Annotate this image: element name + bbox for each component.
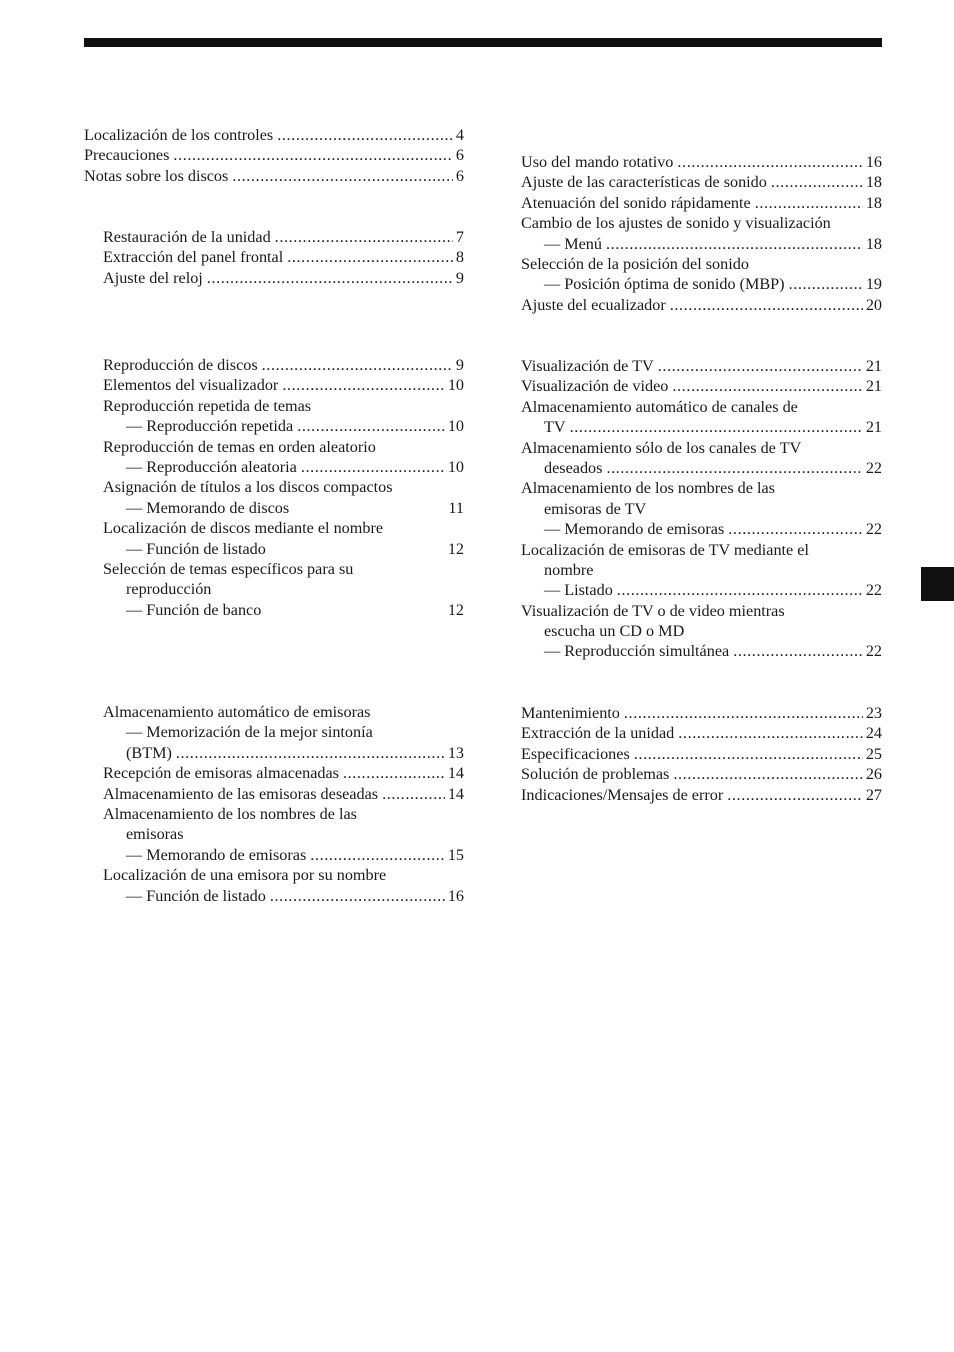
- toc-page-number: 15: [447, 845, 464, 864]
- toc-leader-dots: [670, 295, 863, 315]
- toc-entry-title: Especificaciones: [521, 744, 630, 763]
- toc-leader-dots: [658, 356, 863, 376]
- toc-entry-title: escucha un CD o MD: [544, 622, 685, 641]
- toc-entry-title: Almacenamiento automático de canales de: [521, 397, 798, 416]
- toc-page-number: 16: [865, 153, 882, 171]
- toc-leader-dots: [232, 166, 453, 186]
- toc-entry-title: Mantenimiento: [521, 704, 620, 722]
- toc-entry[interactable]: [103, 600, 464, 620]
- toc-entry[interactable]: [103, 498, 464, 518]
- toc-entry[interactable]: [521, 560, 882, 580]
- toc-leader-dots: [733, 641, 863, 661]
- toc-entry[interactable]: [103, 247, 464, 267]
- toc-leader-dots: [789, 274, 863, 294]
- toc-entry[interactable]: [521, 641, 882, 661]
- toc-entry[interactable]: [521, 274, 882, 294]
- toc-entry-title: Almacenamiento automático de emisoras: [103, 703, 371, 721]
- toc-leader-dots: [287, 247, 453, 267]
- toc-entry[interactable]: [521, 213, 882, 233]
- toc-entry-title: Cambio de los ajustes de sonido y visualización: [521, 214, 831, 233]
- toc-entry[interactable]: [521, 621, 882, 641]
- toc-leader-dots: [277, 125, 453, 145]
- toc-entry-title: — Memorando de emisoras: [126, 845, 307, 864]
- toc-entry-title: nombre: [544, 560, 594, 579]
- toc-entry-title: Almacenamiento de las emisoras deseadas: [103, 784, 379, 803]
- toc-entry[interactable]: [103, 227, 464, 247]
- toc-entry[interactable]: [103, 845, 464, 865]
- toc-entry[interactable]: [103, 865, 464, 885]
- toc-entry[interactable]: [521, 764, 882, 784]
- toc-leader-dots: [297, 416, 445, 436]
- toc-entry[interactable]: [521, 193, 882, 213]
- toc-entry[interactable]: [103, 559, 464, 579]
- toc-page-number: 13: [447, 743, 464, 762]
- toc-entry[interactable]: [103, 722, 464, 742]
- toc-page-number: 12: [447, 600, 464, 619]
- toc-entry-title: Localización de discos mediante el nombre: [103, 519, 384, 538]
- toc-page-number: 27: [865, 785, 882, 804]
- toc-entry[interactable]: [103, 763, 464, 783]
- toc-leader-dots: [624, 703, 863, 723]
- toc-entry[interactable]: [521, 785, 882, 805]
- toc-entry-title: Notas sobre los discos: [84, 166, 229, 185]
- toc-section: [103, 702, 464, 906]
- toc-entry-title: deseados: [544, 458, 603, 477]
- toc-page-number: 7: [455, 228, 464, 246]
- toc-entry[interactable]: [521, 458, 882, 478]
- toc-entry-title: Recepción de emisoras almacenadas: [103, 764, 339, 783]
- toc-entry-title: — Función de banco: [126, 600, 262, 619]
- toc-leader-dots: [606, 458, 862, 478]
- toc-entry[interactable]: [103, 416, 464, 436]
- toc-page-number: 14: [447, 784, 464, 803]
- toc-leader-dots: [617, 580, 863, 600]
- toc-entry[interactable]: [103, 355, 464, 375]
- toc-leader-dots: [176, 743, 445, 763]
- toc-leader-dots: [310, 845, 445, 865]
- toc-entry[interactable]: [521, 723, 882, 743]
- toc-entry[interactable]: [521, 438, 882, 458]
- toc-entry-title: — Reproducción simultánea: [544, 642, 730, 661]
- toc-entry[interactable]: [521, 376, 882, 396]
- toc-entry-title: — Función de listado: [126, 539, 266, 558]
- toc-leader-dots: [678, 723, 863, 743]
- toc-entry[interactable]: [103, 457, 464, 477]
- toc-page-number: 12: [447, 539, 464, 558]
- toc-page-number: 11: [448, 498, 464, 517]
- toc-entry-title: Uso del mando rotativo: [521, 153, 674, 171]
- toc-leader-dots: [282, 375, 445, 395]
- toc-entry-title: Visualización de video: [521, 377, 669, 396]
- toc-entry-title: Selección de temas específicos para su: [103, 559, 354, 578]
- toc-entry-title: Reproducción de temas en orden aleatorio: [103, 437, 376, 456]
- toc-entry[interactable]: [521, 295, 882, 315]
- toc-entry[interactable]: [521, 519, 882, 539]
- toc-entry-title: emisoras de TV: [544, 499, 647, 518]
- toc-entry-title: — Función de listado: [126, 886, 266, 905]
- toc-page-number: 4: [455, 126, 464, 144]
- toc-entry-title: Visualización de TV: [521, 357, 654, 375]
- toc-entry[interactable]: [521, 580, 882, 600]
- toc-entry[interactable]: [521, 744, 882, 764]
- toc-entry[interactable]: [521, 478, 882, 498]
- toc-entry[interactable]: [521, 254, 882, 274]
- toc-entry-title: reproducción: [126, 580, 212, 599]
- toc-entry[interactable]: [521, 172, 882, 192]
- toc-entry-title: Atenuación del sonido rápidamente: [521, 193, 751, 212]
- toc-page-number: 26: [865, 765, 882, 784]
- toc-entry-title: Solución de problemas: [521, 765, 670, 784]
- toc-entry-title: TV: [544, 418, 566, 437]
- toc-entry[interactable]: [521, 356, 882, 376]
- toc-page-number: 18: [865, 173, 882, 192]
- toc-entry-title: Precauciones: [84, 146, 170, 165]
- toc-entry[interactable]: [521, 601, 882, 621]
- toc-leader-dots: [728, 519, 863, 539]
- toc-page-number: 21: [865, 377, 882, 396]
- toc-entry[interactable]: [521, 417, 882, 437]
- toc-entry[interactable]: [103, 477, 464, 497]
- toc-leader-dots: [771, 172, 863, 192]
- toc-leader-dots: [677, 152, 862, 172]
- toc-page-number: 21: [865, 418, 882, 437]
- toc-entry-title: Ajuste del ecualizador: [521, 295, 666, 314]
- toc-entry-title: — Memorando de emisoras: [544, 520, 725, 539]
- toc-entry-title: Reproducción repetida de temas: [103, 396, 312, 415]
- toc-entry-title: Asignación de títulos a los discos compactos: [103, 478, 393, 497]
- toc-entry[interactable]: [103, 268, 464, 288]
- toc-entry[interactable]: [103, 804, 464, 824]
- toc-entry[interactable]: [103, 579, 464, 599]
- toc-page-number: 9: [455, 356, 464, 374]
- toc-page-number: 18: [865, 193, 882, 212]
- toc-page-number: 9: [455, 268, 464, 287]
- toc-page-number: 10: [447, 457, 464, 476]
- toc-page-number: 22: [865, 520, 882, 539]
- toc-entry-title: Reproducción de discos: [103, 356, 258, 374]
- toc-leader-dots: [570, 417, 863, 437]
- toc-entry[interactable]: [521, 234, 882, 254]
- toc-page-number: 10: [447, 376, 464, 395]
- toc-entry-title: — Reproducción repetida: [126, 417, 294, 436]
- toc-entry[interactable]: [521, 703, 882, 723]
- toc-entry[interactable]: [103, 824, 464, 844]
- toc-page-number: 25: [865, 744, 882, 763]
- toc-page-number: 14: [447, 764, 464, 783]
- toc-leader-dots: [343, 763, 445, 783]
- toc-entry-title: Visualización de TV o de video mientras: [521, 601, 785, 620]
- toc-entry[interactable]: [84, 125, 464, 145]
- toc-leader-dots: [275, 227, 453, 247]
- toc-entry[interactable]: [103, 539, 464, 559]
- toc-leader-dots: [173, 145, 453, 165]
- toc-entry-title: emisoras: [126, 825, 184, 844]
- toc-page-number: 16: [447, 886, 464, 905]
- toc-leader-dots: [606, 234, 863, 254]
- toc-entry-title: Localización de emisoras de TV mediante el: [521, 540, 809, 559]
- toc-entry[interactable]: [103, 518, 464, 538]
- toc-page-number: 8: [455, 248, 464, 267]
- toc-page-number: 20: [865, 295, 882, 314]
- toc-entry-title: — Menú: [544, 234, 602, 253]
- toc-entry[interactable]: [103, 702, 464, 722]
- toc-entry-title: Extracción del panel frontal: [103, 248, 284, 267]
- toc-entry[interactable]: [84, 166, 464, 186]
- toc-leader-dots: [634, 744, 863, 764]
- toc-leader-dots: [382, 784, 445, 804]
- toc-entry[interactable]: [521, 397, 882, 417]
- toc-leader-dots: [673, 764, 862, 784]
- toc-leader-dots: [755, 193, 863, 213]
- toc-leader-dots: [727, 785, 863, 805]
- top-rule: [84, 38, 882, 47]
- toc-entry[interactable]: [84, 145, 464, 165]
- toc-entry-title: Extracción de la unidad: [521, 724, 675, 743]
- toc-entry[interactable]: [521, 499, 882, 519]
- toc-entry-title: Almacenamiento sólo de los canales de TV: [521, 438, 802, 457]
- toc-entry-title: Localización de los controles: [84, 126, 274, 144]
- toc-entry-title: Restauración de la unidad: [103, 228, 271, 246]
- toc-section: [103, 355, 464, 620]
- toc-entry[interactable]: [103, 396, 464, 416]
- toc-page-number: 24: [865, 724, 882, 743]
- toc-entry[interactable]: [103, 784, 464, 804]
- toc-entry-title: Ajuste del reloj: [103, 268, 203, 287]
- toc-entry[interactable]: [103, 743, 464, 763]
- toc-page-number: 10: [447, 417, 464, 436]
- toc-leader-dots: [207, 268, 453, 288]
- toc-entry[interactable]: [103, 437, 464, 457]
- toc-page-number: 18: [865, 234, 882, 253]
- toc-entry[interactable]: [521, 540, 882, 560]
- toc-entry-title: Almacenamiento de los nombres de las: [103, 804, 357, 823]
- toc-entry-title: — Listado: [544, 581, 613, 600]
- toc-section: [521, 356, 882, 662]
- toc-page-number: 19: [865, 275, 882, 294]
- toc-entry-title: Almacenamiento de los nombres de las: [521, 479, 775, 498]
- toc-section: [103, 227, 464, 288]
- toc-page-number: 22: [865, 642, 882, 661]
- toc-entry[interactable]: [103, 375, 464, 395]
- toc-leader-dots: [262, 355, 453, 375]
- toc-entry-title: Elementos del visualizador: [103, 376, 279, 395]
- toc-entry-title: Indicaciones/Mensajes de error: [521, 785, 724, 804]
- toc-page-number: 21: [865, 357, 882, 375]
- toc-section: [521, 152, 882, 315]
- toc-section: [521, 703, 882, 805]
- toc-leader-dots: [672, 376, 862, 396]
- toc-entry-title: Localización de una emisora por su nombre: [103, 866, 387, 885]
- toc-leader-dots: [301, 457, 445, 477]
- toc-entry-title: — Memorando de discos: [126, 498, 290, 517]
- toc-page-number: 6: [455, 166, 464, 185]
- toc-entry-title: Selección de la posición del sonido: [521, 254, 749, 273]
- section-tab-marker: [921, 567, 954, 601]
- toc-entry-title: — Posición óptima de sonido (MBP): [544, 275, 785, 294]
- toc-page-number: 22: [865, 581, 882, 600]
- toc-page-number: 22: [865, 458, 882, 477]
- toc-section: [84, 125, 464, 186]
- toc-entry-title: Ajuste de las características de sonido: [521, 173, 767, 192]
- toc-entry-title: (BTM): [126, 743, 172, 762]
- toc-leader-dots: [270, 886, 445, 906]
- toc-entry[interactable]: [103, 886, 464, 906]
- toc-entry-title: — Memorización de la mejor sintonía: [126, 723, 373, 742]
- toc-page-number: 23: [865, 704, 882, 722]
- toc-entry-title: — Reproducción aleatoria: [126, 457, 297, 476]
- toc-page-number: 6: [455, 146, 464, 165]
- toc-entry[interactable]: [521, 152, 882, 172]
